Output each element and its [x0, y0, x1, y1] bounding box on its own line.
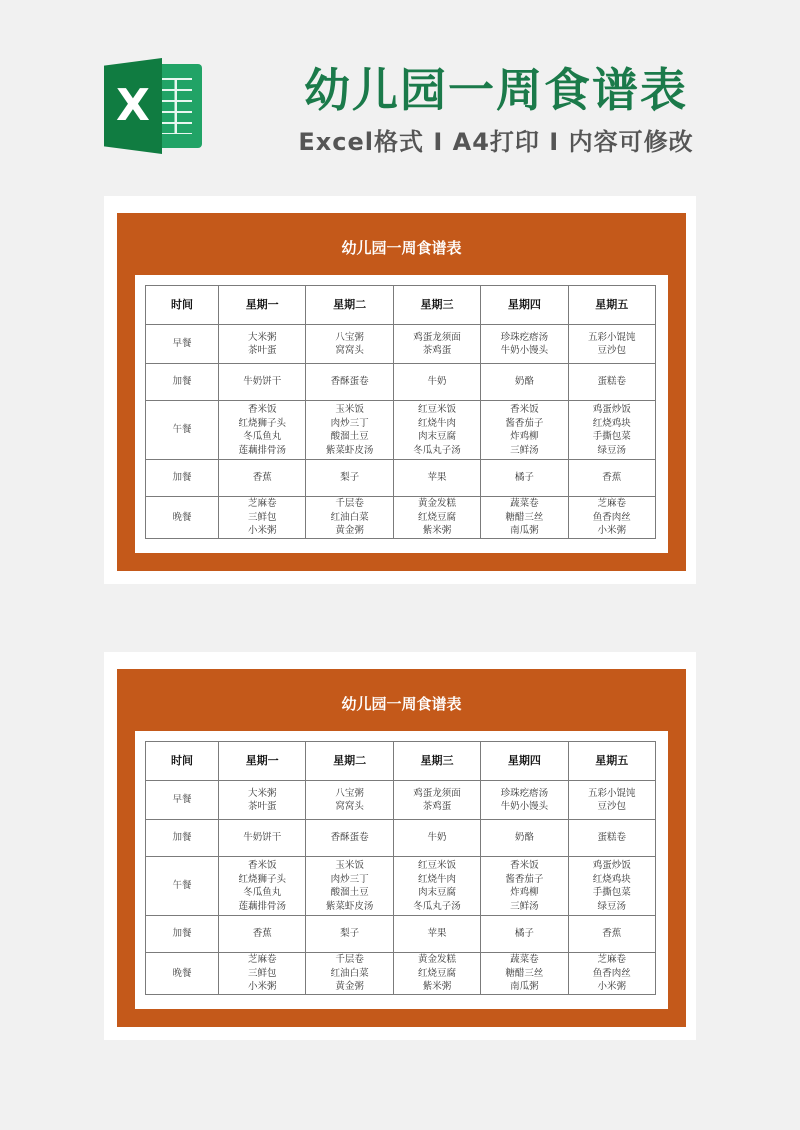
meal-time-cell: 晚餐: [146, 497, 219, 539]
menu-cell: [481, 401, 568, 460]
column-header: 时间: [146, 742, 219, 781]
menu-item: 红烧豆腐: [417, 967, 456, 979]
menu-cell: [306, 781, 393, 820]
column-header: 星期二: [306, 742, 393, 781]
menu-cell: [393, 325, 480, 364]
menu-item: 黄金粥: [335, 525, 364, 536]
table-row: [146, 820, 656, 857]
column-header: 星期一: [219, 286, 306, 325]
menu-item: 牛奶小馒头: [500, 345, 549, 356]
menu-table: [145, 285, 656, 539]
menu-item: 豆沙包: [597, 801, 627, 812]
menu-cell: [568, 497, 655, 539]
menu-item: 莲藕排骨汤: [238, 444, 286, 456]
menu-item: 炸鸡柳: [510, 431, 539, 442]
menu-item: 千层卷: [335, 498, 364, 509]
menu-item: 蔬菜卷: [510, 954, 539, 965]
menu-item: 千层卷: [335, 954, 364, 965]
menu-item: 梨子: [340, 928, 360, 940]
menu-cell: [306, 820, 393, 857]
menu-item: 珍珠疙瘩汤: [500, 331, 549, 343]
menu-cell: [481, 781, 568, 820]
excel-logo-letter: X: [116, 80, 150, 131]
menu-item: 香蕉: [252, 928, 272, 940]
menu-item: 小米粥: [247, 981, 277, 992]
menu-cell: [306, 460, 393, 497]
table-row: [146, 916, 656, 953]
menu-item: 珍珠疙瘩汤: [500, 787, 549, 799]
menu-cell: [568, 364, 655, 401]
menu-cell: [568, 953, 655, 995]
excel-grid-lines: [158, 78, 192, 134]
menu-item: 紫米粥: [422, 525, 452, 536]
menu-item: 红烧鸡块: [592, 417, 631, 429]
menu-item: 酸溜土豆: [330, 431, 369, 442]
menu-table-panel: [135, 731, 668, 1009]
menu-cell: [219, 325, 306, 364]
menu-item: 手撕包菜: [592, 887, 631, 898]
menu-cell: [219, 401, 306, 460]
menu-cell: [306, 953, 393, 995]
menu-item: 香米饭: [247, 860, 277, 871]
menu-item: 香酥蛋卷: [330, 376, 369, 388]
menu-item: 红油白菜: [330, 511, 369, 523]
menu-item: 红豆米饭: [417, 404, 456, 415]
menu-item: 小米粥: [247, 525, 277, 536]
menu-item: 红豆米饭: [417, 860, 456, 871]
menu-item: 香米饭: [510, 404, 539, 415]
menu-cell: [481, 325, 568, 364]
menu-item: 南瓜粥: [510, 981, 539, 992]
menu-item: 红烧狮子头: [238, 417, 286, 429]
menu-item: 牛奶: [427, 376, 447, 388]
menu-item: 红烧豆腐: [417, 511, 456, 523]
menu-item: 蛋糕卷: [597, 832, 627, 844]
menu-item: 红油白菜: [330, 967, 369, 979]
menu-item: 茶叶蛋: [247, 345, 277, 356]
menu-item: 香蕉: [602, 472, 622, 484]
menu-item: 豆沙包: [597, 345, 627, 356]
menu-cell: [481, 497, 568, 539]
menu-item: 糖醋三丝: [505, 967, 544, 979]
menu-item: 窝窝头: [335, 345, 364, 356]
menu-item: 紫菜虾皮汤: [325, 444, 374, 456]
menu-item: 红烧狮子头: [238, 873, 286, 885]
table-row: [146, 364, 656, 401]
menu-cell: [481, 916, 568, 953]
menu-cell: [219, 953, 306, 995]
menu-item: 酸溜土豆: [330, 887, 369, 898]
menu-item: 玉米饭: [335, 404, 364, 415]
menu-item: 酱香茄子: [505, 873, 544, 885]
menu-cell: [219, 460, 306, 497]
table-row: [146, 401, 656, 460]
table-row: [146, 325, 656, 364]
meal-time-cell: 午餐: [146, 857, 219, 916]
menu-item: 三鲜包: [247, 511, 277, 523]
menu-cell: [219, 781, 306, 820]
menu-item: 鸡蛋炒饭: [592, 860, 631, 871]
meal-time-cell: 加餐: [146, 916, 219, 953]
menu-item: 八宝粥: [335, 787, 364, 799]
menu-item: 玉米饭: [335, 860, 364, 871]
menu-cell: [306, 857, 393, 916]
menu-item: 芝麻卷: [247, 498, 277, 509]
menu-item: 五彩小馄饨: [588, 331, 636, 343]
menu-item: 牛奶饼干: [243, 832, 282, 844]
menu-item: 黄金发糕: [417, 498, 456, 509]
menu-item: 五彩小馄饨: [588, 787, 636, 799]
menu-item: 蔬菜卷: [510, 498, 539, 509]
menu-item: 肉末豆腐: [417, 431, 456, 442]
meal-time-cell: 早餐: [146, 325, 219, 364]
column-header: 星期五: [568, 742, 655, 781]
column-header: 星期五: [568, 286, 655, 325]
menu-item: 小米粥: [597, 981, 627, 992]
menu-item: 鸡蛋龙须面: [413, 787, 461, 799]
menu-cell: [481, 820, 568, 857]
column-header: 星期二: [306, 286, 393, 325]
menu-item: 橘子: [514, 472, 534, 484]
menu-item: 冬瓜丸子汤: [413, 444, 461, 456]
excel-logo-icon: [104, 58, 204, 154]
menu-cell: [568, 916, 655, 953]
menu-item: 紫米粥: [422, 981, 452, 992]
menu-item: 绿豆汤: [597, 444, 627, 456]
menu-item: 酱香茄子: [505, 417, 544, 429]
menu-item: 茶鸡蛋: [422, 345, 452, 356]
table-row: [146, 857, 656, 916]
page-title: 幼儿园一周食谱表: [304, 63, 688, 117]
menu-item: 鱼香肉丝: [592, 511, 631, 523]
menu-item: 肉炒三丁: [330, 873, 369, 885]
menu-item: 绿豆汤: [597, 900, 627, 912]
menu-item: 鸡蛋炒饭: [592, 404, 631, 415]
menu-cell: [219, 820, 306, 857]
table-header-row: [146, 742, 656, 781]
menu-cell: [568, 460, 655, 497]
menu-item: 肉末豆腐: [417, 887, 456, 898]
menu-item: 牛奶: [427, 832, 447, 844]
menu-item: 八宝粥: [335, 331, 364, 343]
menu-item: 芝麻卷: [247, 954, 277, 965]
menu-item: 奶酪: [514, 376, 534, 388]
meal-time-cell: 早餐: [146, 781, 219, 820]
meal-time-cell: 加餐: [146, 820, 219, 857]
menu-cell: [481, 953, 568, 995]
menu-cell: [306, 401, 393, 460]
sheet-preview-1: [104, 196, 696, 584]
menu-item: 香米饭: [510, 860, 539, 871]
sheet-title: 幼儿园一周食谱表: [341, 239, 462, 257]
sheet-preview-2: [104, 652, 696, 1040]
column-header: 星期四: [481, 286, 568, 325]
menu-item: 大米粥: [247, 787, 277, 799]
menu-cell: [481, 460, 568, 497]
menu-cell: [219, 857, 306, 916]
meal-time-cell: 午餐: [146, 401, 219, 460]
menu-item: 牛奶小馒头: [500, 801, 549, 812]
menu-cell: [306, 916, 393, 953]
sheet-frame: [117, 669, 686, 1027]
menu-item: 冬瓜丸子汤: [413, 900, 461, 912]
menu-item: 牛奶饼干: [243, 376, 282, 388]
menu-item: 芝麻卷: [597, 954, 627, 965]
menu-item: 红烧牛肉: [417, 873, 456, 885]
menu-item: 茶鸡蛋: [422, 801, 452, 812]
meal-time-cell: 加餐: [146, 364, 219, 401]
menu-item: 肉炒三丁: [330, 417, 369, 429]
menu-item: 手撕包菜: [592, 431, 631, 442]
menu-item: 茶叶蛋: [247, 801, 277, 812]
menu-item: 紫菜虾皮汤: [325, 900, 374, 912]
menu-item: 三鲜汤: [510, 444, 539, 456]
menu-cell: [393, 953, 480, 995]
menu-item: 糖醋三丝: [505, 511, 544, 523]
menu-cell: [306, 497, 393, 539]
menu-item: 黄金粥: [335, 981, 364, 992]
menu-item: 炸鸡柳: [510, 887, 539, 898]
menu-item: 橘子: [514, 928, 534, 940]
menu-cell: [393, 857, 480, 916]
menu-cell: [568, 820, 655, 857]
menu-table-panel: [135, 275, 668, 553]
menu-cell: [393, 781, 480, 820]
table-row: [146, 781, 656, 820]
meal-time-cell: 加餐: [146, 460, 219, 497]
menu-item: 窝窝头: [335, 801, 364, 812]
menu-cell: [306, 364, 393, 401]
menu-item: 蛋糕卷: [597, 376, 627, 388]
page-subtitle: Excel格式 I A4打印 I 内容可修改: [298, 128, 694, 156]
menu-item: 芝麻卷: [597, 498, 627, 509]
menu-item: 黄金发糕: [417, 954, 456, 965]
sheet-title: 幼儿园一周食谱表: [341, 695, 462, 713]
menu-cell: [393, 916, 480, 953]
menu-cell: [568, 325, 655, 364]
table-row: [146, 460, 656, 497]
menu-item: 南瓜粥: [510, 525, 539, 536]
menu-cell: [568, 857, 655, 916]
table-row: [146, 953, 656, 995]
menu-cell: [393, 820, 480, 857]
menu-item: 香酥蛋卷: [330, 832, 369, 844]
table-header-row: [146, 286, 656, 325]
column-header: 时间: [146, 286, 219, 325]
menu-item: 香蕉: [602, 928, 622, 940]
column-header: 星期一: [219, 742, 306, 781]
menu-cell: [219, 364, 306, 401]
meal-time-cell: 晚餐: [146, 953, 219, 995]
menu-cell: [481, 857, 568, 916]
menu-item: 香蕉: [252, 472, 272, 484]
menu-cell: [393, 364, 480, 401]
menu-cell: [393, 460, 480, 497]
menu-cell: [306, 325, 393, 364]
menu-item: 三鲜包: [247, 967, 277, 979]
menu-item: 香米饭: [247, 404, 277, 415]
column-header: 星期三: [393, 286, 480, 325]
sheet-frame: [117, 213, 686, 571]
menu-cell: [393, 401, 480, 460]
menu-cell: [219, 916, 306, 953]
menu-item: 鱼香肉丝: [592, 967, 631, 979]
menu-item: 苹果: [427, 928, 447, 940]
menu-item: 苹果: [427, 472, 447, 484]
menu-cell: [568, 781, 655, 820]
menu-item: 三鲜汤: [510, 900, 539, 912]
menu-item: 红烧鸡块: [592, 873, 631, 885]
menu-cell: [219, 497, 306, 539]
menu-cell: [393, 497, 480, 539]
menu-cell: [481, 364, 568, 401]
menu-item: 冬瓜鱼丸: [243, 887, 282, 898]
menu-item: 梨子: [340, 472, 360, 484]
menu-table: [145, 741, 656, 995]
menu-item: 冬瓜鱼丸: [243, 431, 282, 442]
menu-item: 大米粥: [247, 331, 277, 343]
table-row: [146, 497, 656, 539]
menu-item: 红烧牛肉: [417, 417, 456, 429]
menu-item: 奶酪: [514, 832, 534, 844]
column-header: 星期四: [481, 742, 568, 781]
menu-item: 鸡蛋龙须面: [413, 331, 461, 343]
menu-item: 小米粥: [597, 525, 627, 536]
column-header: 星期三: [393, 742, 480, 781]
menu-item: 莲藕排骨汤: [238, 900, 286, 912]
menu-cell: [568, 401, 655, 460]
